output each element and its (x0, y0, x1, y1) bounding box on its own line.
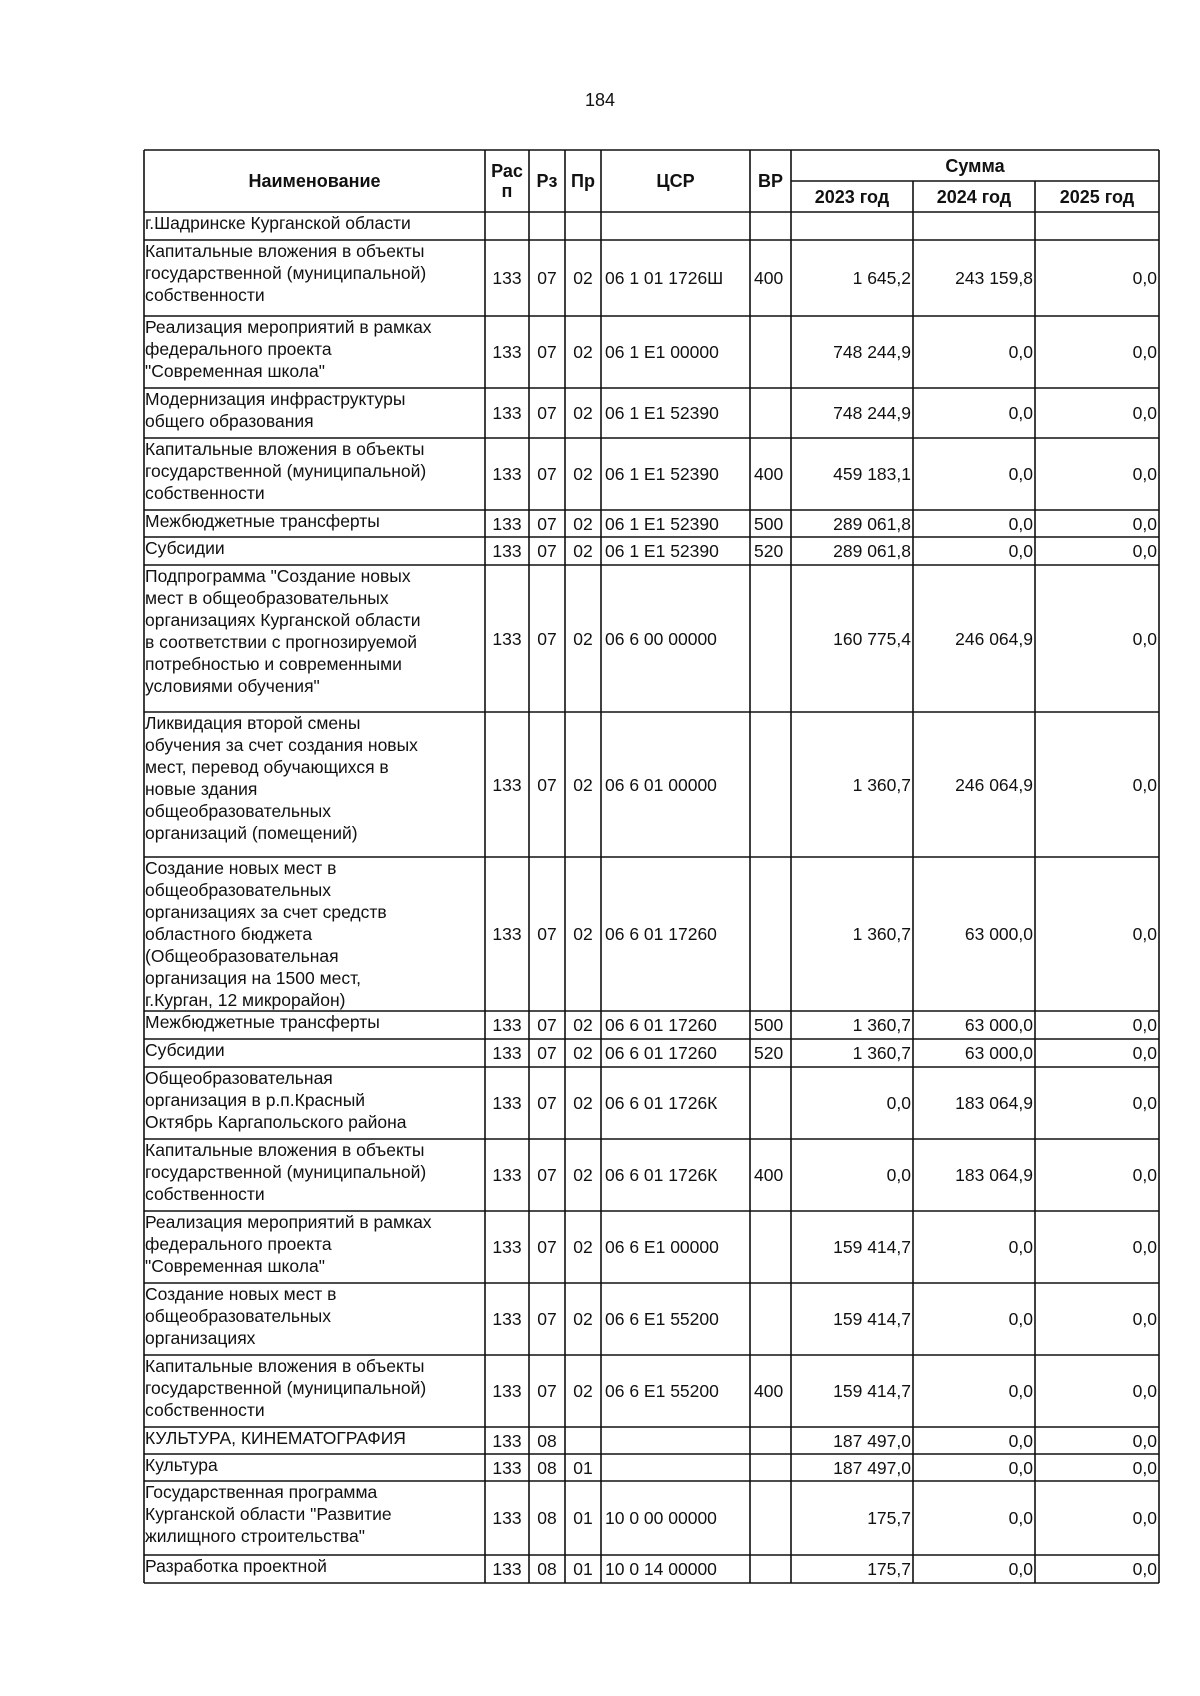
cell-y2025: 0,0 (1132, 924, 1157, 944)
cell-vr: 520 (754, 541, 784, 561)
cell-name: Межбюджетные трансферты (145, 1012, 380, 1032)
cell-y2025: 0,0 (1132, 1559, 1157, 1579)
cell-rz: 08 (537, 1457, 557, 1478)
cell-csr: 06 6 01 1726К (605, 1093, 718, 1113)
cell-y2024: 183 064,9 (955, 1165, 1033, 1185)
cell-vr (750, 212, 791, 240)
cell-name: Создание новых мест в общеобразовательных организациях (145, 1284, 337, 1348)
cell-rasp: 133 (492, 1093, 522, 1113)
cell-csr: 10 0 00 00000 (605, 1508, 717, 1528)
cell-vr (750, 1427, 791, 1454)
header-2024: 2024 год (936, 186, 1012, 207)
cell-y2024: 246 064,9 (955, 774, 1033, 795)
cell-pr: 02 (573, 1309, 593, 1329)
cell-rz: 07 (537, 1093, 557, 1113)
header-sum: Сумма (945, 155, 1005, 176)
cell-y2025 (1035, 212, 1159, 240)
cell-rasp: 133 (492, 1043, 522, 1063)
cell-name: КУЛЬТУРА, КИНЕМАТОГРАФИЯ (145, 1428, 406, 1448)
cell-name: Подпрограмма "Создание новых мест в общеобразовательных организациях Курганской области в соответствии с прогнозируемой потребностью и современными условиями обучения" (145, 566, 421, 696)
cell-y2025: 0,0 (1132, 464, 1157, 484)
cell-name: Капитальные вложения в объекты государственной (муниципальной) собственности (145, 1356, 427, 1420)
header-rz: Рз (536, 171, 558, 191)
cell-pr: 02 (573, 628, 593, 649)
cell-csr: 06 1 Е1 00000 (605, 342, 719, 362)
cell-vr: 400 (754, 1165, 784, 1185)
cell-y2025: 0,0 (1132, 1093, 1157, 1113)
cell-name: Создание новых мест в общеобразовательных организациях за счет средств областного бюджета (Общеобразовательная организация на 1500 мест, г.Курган, 12 микрорайон) (145, 858, 387, 1010)
cell-name: Субсидии (145, 1040, 225, 1060)
cell-y2025: 0,0 (1132, 1508, 1157, 1528)
cell-y2025: 0,0 (1132, 1237, 1157, 1257)
cell-name: Модернизация инфраструктуры общего образования (145, 389, 406, 431)
cell-csr (601, 1427, 750, 1454)
cell-rz: 07 (537, 628, 557, 649)
cell-pr: 02 (573, 342, 593, 362)
cell-csr: 06 1 01 1726Ш (605, 268, 724, 288)
cell-rz: 08 (537, 1508, 557, 1528)
page-number: 184 (584, 90, 616, 110)
cell-pr: 02 (573, 268, 593, 288)
cell-name: Капитальные вложения в объекты государственной (муниципальной) собственности (145, 1140, 427, 1204)
header-2023: 2023 год (814, 186, 890, 207)
cell-pr: 02 (573, 1093, 593, 1113)
cell-name: Реализация мероприятий в рамках федерального проекта "Современная школа" (145, 317, 432, 381)
cell-y2024: 0,0 (1008, 1508, 1033, 1528)
cell-csr: 06 6 01 17260 (605, 1015, 717, 1035)
cell-rz: 07 (537, 924, 557, 944)
cell-rasp: 133 (492, 541, 522, 561)
cell-y2024: 0,0 (1008, 541, 1033, 561)
cell-y2024: 0,0 (1008, 1559, 1033, 1579)
cell-rasp: 133 (492, 513, 522, 534)
cell-csr (601, 212, 750, 240)
cell-vr (750, 1481, 791, 1555)
cell-y2024: 0,0 (1008, 513, 1033, 534)
cell-pr: 02 (573, 541, 593, 561)
cell-vr (750, 565, 791, 712)
cell-y2023: 289 061,8 (833, 541, 911, 561)
header-pr: Пр (571, 171, 595, 191)
cell-csr: 06 6 Е1 55200 (605, 1381, 719, 1401)
cell-csr: 06 6 01 17260 (605, 924, 717, 944)
cell-y2024: 246 064,9 (955, 628, 1033, 649)
cell-y2023: 159 414,7 (833, 1309, 911, 1329)
cell-name: Капитальные вложения в объекты государственной (муниципальной) собственности (145, 439, 427, 503)
cell-y2023: 175,7 (867, 1559, 911, 1579)
cell-pr: 02 (573, 403, 593, 423)
cell-pr: 02 (573, 774, 593, 795)
cell-csr (601, 1454, 750, 1481)
cell-vr: 400 (754, 268, 784, 288)
cell-rasp: 133 (492, 1381, 522, 1401)
cell-y2024: 63 000,0 (964, 1015, 1033, 1035)
cell-rasp: 133 (492, 1015, 522, 1035)
cell-vr (750, 712, 791, 857)
cell-csr: 06 6 01 00000 (605, 774, 717, 795)
cell-csr: 06 6 00 00000 (605, 628, 717, 649)
cell-y2024: 63 000,0 (964, 1043, 1033, 1063)
cell-y2024: 0,0 (1008, 342, 1033, 362)
cell-rasp: 133 (492, 342, 522, 362)
cell-rz: 07 (537, 1309, 557, 1329)
cell-rasp: 133 (492, 464, 522, 484)
header-name: Наименование (248, 171, 381, 191)
cell-csr: 06 6 01 17260 (605, 1043, 717, 1063)
cell-rasp: 133 (492, 628, 522, 649)
cell-y2023: 159 414,7 (833, 1237, 911, 1257)
cell-rasp: 133 (492, 1457, 522, 1478)
cell-y2024: 183 064,9 (955, 1093, 1033, 1113)
cell-rz: 07 (537, 342, 557, 362)
cell-y2023: 0,0 (886, 1093, 911, 1113)
cell-rz: 07 (537, 1043, 557, 1063)
cell-y2023: 289 061,8 (833, 513, 911, 534)
cell-y2025: 0,0 (1132, 403, 1157, 423)
cell-pr (565, 212, 601, 240)
cell-y2023: 0,0 (886, 1165, 911, 1185)
cell-vr (750, 1555, 791, 1583)
cell-y2023 (791, 212, 913, 240)
cell-vr (750, 1067, 791, 1139)
header-vr: ВР (757, 171, 783, 191)
cell-y2023: 748 244,9 (833, 342, 911, 362)
cell-y2025: 0,0 (1132, 1381, 1157, 1401)
cell-vr: 520 (754, 1043, 784, 1063)
cell-rz: 07 (537, 464, 557, 484)
cell-y2023: 1 645,2 (852, 268, 911, 288)
header-2025: 2025 год (1059, 186, 1135, 207)
cell-y2024: 0,0 (1008, 1237, 1033, 1257)
cell-pr: 02 (573, 513, 593, 534)
cell-pr: 02 (573, 1381, 593, 1401)
cell-name: Общеобразовательная организация в р.п.Красный Октябрь Каргапольского района (145, 1068, 407, 1132)
cell-rz: 07 (537, 541, 557, 561)
cell-y2025: 0,0 (1132, 1015, 1157, 1035)
cell-pr: 02 (573, 464, 593, 484)
cell-vr: 500 (754, 513, 784, 534)
cell-y2025: 0,0 (1132, 1043, 1157, 1063)
cell-pr: 02 (573, 1165, 593, 1185)
cell-y2023: 159 414,7 (833, 1381, 911, 1401)
cell-y2024: 0,0 (1008, 403, 1033, 423)
cell-name: Капитальные вложения в объекты государственной (муниципальной) собственности (145, 241, 427, 305)
cell-rz (529, 212, 565, 240)
cell-pr: 02 (573, 924, 593, 944)
cell-name: Разработка проектной (145, 1556, 327, 1576)
cell-y2024: 0,0 (1008, 1430, 1033, 1451)
cell-rasp: 133 (492, 1309, 522, 1329)
cell-vr (750, 857, 791, 1011)
cell-y2025: 0,0 (1132, 774, 1157, 795)
cell-pr: 01 (573, 1559, 593, 1579)
cell-csr: 10 0 14 00000 (605, 1559, 717, 1579)
cell-rasp (485, 212, 529, 240)
cell-vr: 400 (754, 1381, 784, 1401)
header-csr: ЦСР (656, 171, 695, 191)
cell-vr (750, 1211, 791, 1283)
cell-y2025: 0,0 (1132, 1430, 1157, 1451)
cell-name: Межбюджетные трансферты (145, 511, 380, 531)
cell-name: г.Шадринске Курганской области (145, 213, 411, 233)
cell-y2023: 187 497,0 (833, 1430, 911, 1451)
cell-rasp: 133 (492, 1237, 522, 1257)
cell-csr: 06 1 Е1 52390 (605, 464, 719, 484)
cell-rasp: 133 (492, 403, 522, 423)
cell-csr: 06 1 Е1 52390 (605, 541, 719, 561)
cell-rasp: 133 (492, 1165, 522, 1185)
cell-y2023: 1 360,7 (852, 774, 911, 795)
cell-y2025: 0,0 (1132, 1309, 1157, 1329)
cell-y2023: 187 497,0 (833, 1457, 911, 1478)
cell-rz: 07 (537, 513, 557, 534)
cell-rz: 07 (537, 1381, 557, 1401)
cell-csr: 06 1 Е1 52390 (605, 513, 719, 534)
cell-y2025: 0,0 (1132, 1457, 1157, 1478)
cell-pr (565, 1427, 601, 1454)
cell-y2024 (913, 212, 1035, 240)
cell-rasp: 133 (492, 924, 522, 944)
cell-y2023: 1 360,7 (852, 1015, 911, 1035)
cell-rz: 07 (537, 774, 557, 795)
cell-pr: 01 (573, 1457, 593, 1478)
cell-y2024: 0,0 (1008, 464, 1033, 484)
cell-y2025: 0,0 (1132, 541, 1157, 561)
cell-rasp: 133 (492, 1508, 522, 1528)
cell-y2023: 459 183,1 (833, 464, 911, 484)
cell-rasp: 133 (492, 1430, 522, 1451)
cell-y2023: 748 244,9 (833, 403, 911, 423)
cell-y2024: 0,0 (1008, 1309, 1033, 1329)
cell-y2023: 1 360,7 (852, 1043, 911, 1063)
cell-rz: 07 (537, 1015, 557, 1035)
cell-vr: 500 (754, 1015, 784, 1035)
cell-vr: 400 (754, 464, 784, 484)
cell-vr (750, 316, 791, 388)
cell-vr (750, 1454, 791, 1481)
cell-y2023: 175,7 (867, 1508, 911, 1528)
cell-rz: 07 (537, 268, 557, 288)
cell-y2024: 0,0 (1008, 1381, 1033, 1401)
cell-y2023: 160 775,4 (833, 628, 911, 649)
cell-name: Ликвидация второй смены обучения за счет создания новых мест, перевод обучающихся в новые здания общеобразовательных организаций (помещений) (145, 713, 418, 843)
cell-vr (750, 1283, 791, 1355)
cell-rz: 07 (537, 403, 557, 423)
cell-name: Культура (145, 1455, 218, 1475)
cell-vr (750, 388, 791, 438)
cell-csr: 06 6 Е1 55200 (605, 1309, 719, 1329)
cell-rz: 07 (537, 1237, 557, 1257)
cell-pr: 02 (573, 1237, 593, 1257)
cell-rz: 08 (537, 1559, 557, 1579)
cell-pr: 02 (573, 1015, 593, 1035)
cell-rz: 07 (537, 1165, 557, 1185)
cell-rasp: 133 (492, 774, 522, 795)
cell-y2025: 0,0 (1132, 342, 1157, 362)
cell-pr: 02 (573, 1043, 593, 1063)
cell-y2024: 0,0 (1008, 1457, 1033, 1478)
header-rasp: Рас п (491, 161, 523, 201)
cell-rasp: 133 (492, 268, 522, 288)
cell-csr: 06 6 01 1726К (605, 1165, 718, 1185)
cell-y2024: 63 000,0 (964, 924, 1033, 944)
cell-y2025: 0,0 (1132, 1165, 1157, 1185)
cell-rasp: 133 (492, 1559, 522, 1579)
cell-y2023: 1 360,7 (852, 924, 911, 944)
cell-pr: 01 (573, 1508, 593, 1528)
cell-y2025: 0,0 (1132, 513, 1157, 534)
cell-name: Государственная программа Курганской области "Развитие жилищного строительства" (145, 1482, 392, 1546)
cell-csr: 06 1 Е1 52390 (605, 403, 719, 423)
cell-name: Реализация мероприятий в рамках федерального проекта "Современная школа" (145, 1212, 432, 1276)
cell-name: Субсидии (145, 538, 225, 558)
cell-csr: 06 6 Е1 00000 (605, 1237, 719, 1257)
cell-y2024: 243 159,8 (955, 268, 1033, 288)
cell-rz: 08 (537, 1430, 557, 1451)
cell-y2025: 0,0 (1132, 268, 1157, 288)
cell-y2025: 0,0 (1132, 628, 1157, 649)
